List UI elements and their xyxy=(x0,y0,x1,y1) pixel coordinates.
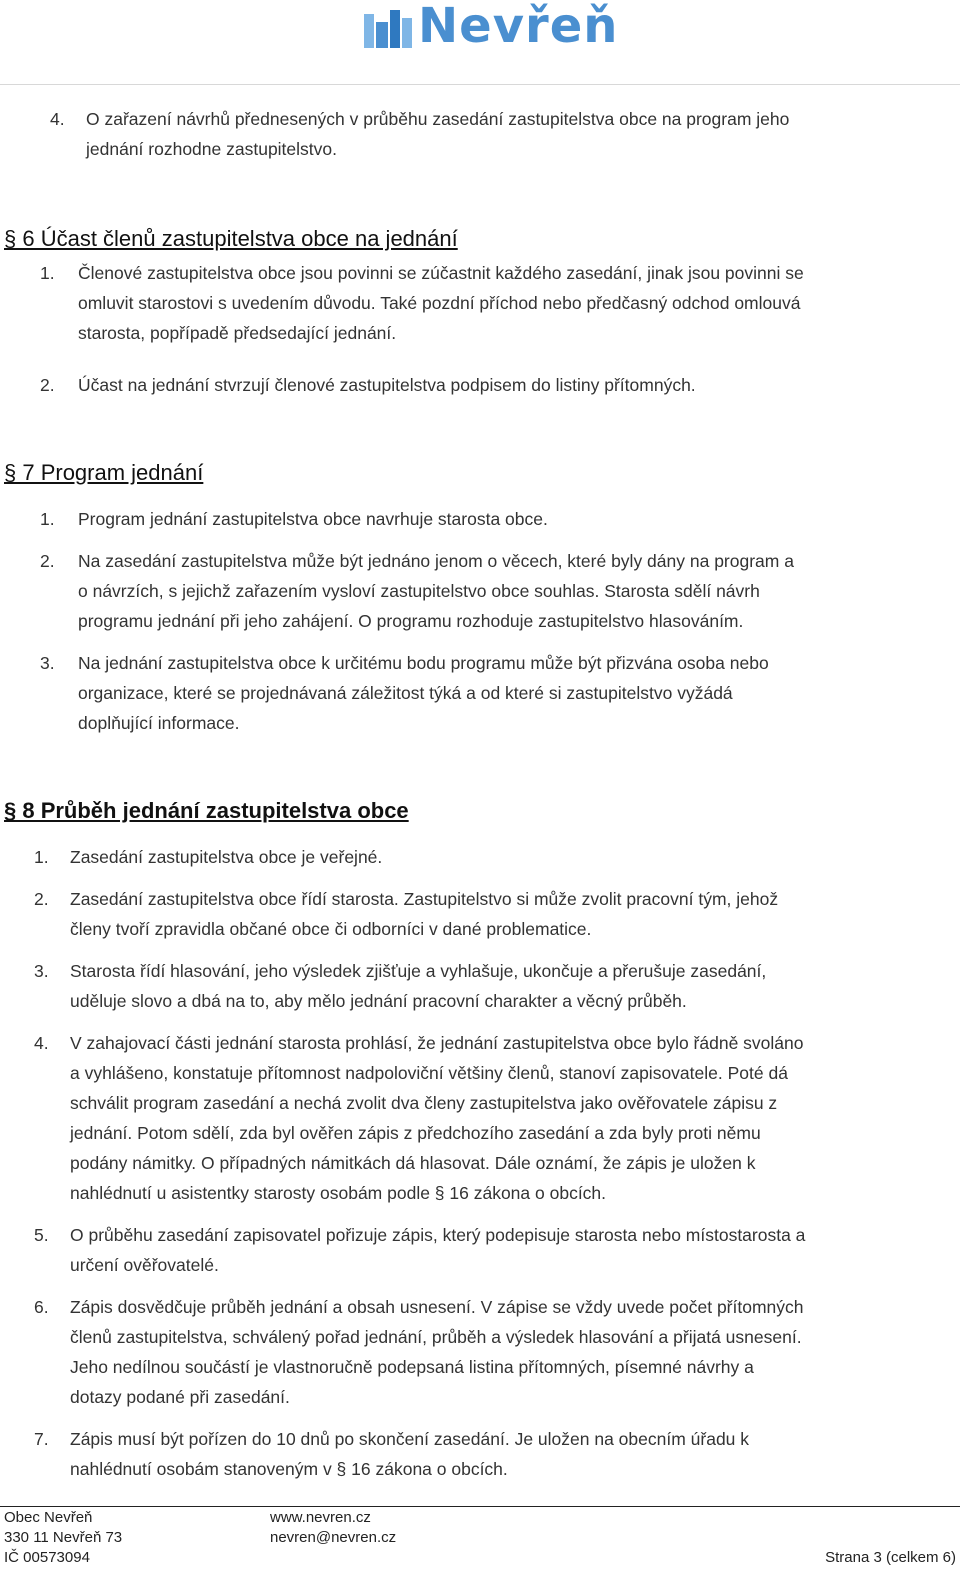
item-text-line: Zasedání zastupitelstva obce je veřejné. xyxy=(70,847,383,867)
item-text-line: Jeho nedílnou součástí je vlastnoručně podepsaná listina přítomných, písemné návrhy a xyxy=(70,1357,754,1377)
item-text-line: dotazy podané při zasedání. xyxy=(70,1387,290,1407)
section-6-heading: § 6 Účast členů zastupitelstva obce na jednání xyxy=(4,226,458,251)
item-number: 6. xyxy=(34,1297,49,1317)
item-number: 5. xyxy=(34,1225,49,1245)
item-text-line: omluvit starostovi s uvedením důvodu. Také pozdní příchod nebo předčasný odchod omlouvá xyxy=(78,293,801,313)
item-text-line: a vyhlášeno, konstatuje přítomnost nadpoloviční většiny členů, stanoví zapisovatele. Poté dá xyxy=(70,1063,788,1083)
section-8-heading: § 8 Průběh jednání zastupitelstva obce xyxy=(4,798,409,823)
item-text-line: organizace, které se projednávaná záležitost týká a od které si zastupitelstvo vyžádá xyxy=(78,683,733,703)
item-number: 1. xyxy=(40,509,55,529)
item-number: 2. xyxy=(40,551,55,571)
item-text-line: Členové zastupitelstva obce jsou povinni se zúčastnit každého zasedání, jinak jsou povinni se xyxy=(78,263,804,283)
page-header xyxy=(0,0,960,86)
item-text-line: Účast na jednání stvrzují členové zastupitelstva podpisem do listiny přítomných. xyxy=(78,375,696,395)
item-text-line: O průběhu zasedání zapisovatel pořizuje zápis, který podepisuje starosta nebo místostarosta a xyxy=(70,1225,806,1245)
footer-page-number: Strana 3 (celkem 6) xyxy=(825,1549,956,1566)
item-text-line: členů zastupitelstva, schválený pořad jednání, průběh a výsledek hlasování a přijatá usnesení. xyxy=(70,1327,802,1347)
item-text-line: programu jednání při jeho zahájení. O programu rozhoduje zastupitelstvo hlasováním. xyxy=(78,611,744,631)
nevren-logo xyxy=(360,0,619,54)
item-text-line: Zápis dosvědčuje průběh jednání a obsah usnesení. V zápise se vždy uvede počet přítomných xyxy=(70,1297,804,1317)
footer-email-link[interactable]: nevren@nevren.cz xyxy=(270,1529,397,1546)
item-number: 4. xyxy=(50,109,65,129)
footer-street: 330 11 Nevřeň 73 xyxy=(4,1529,123,1546)
item-number: 2. xyxy=(34,889,49,909)
item-number: 2. xyxy=(40,375,55,395)
item-number: 4. xyxy=(34,1033,49,1053)
castle-icon xyxy=(360,4,420,54)
footer-org: Obec Nevřeň xyxy=(4,1509,93,1526)
item-text-line: jednání rozhodne zastupitelstvo. xyxy=(86,139,337,159)
item-text-line: starosta, popřípadě předsedající jednání. xyxy=(78,323,397,343)
header-rule xyxy=(0,84,960,85)
logo-text: Nevřeň xyxy=(418,0,619,54)
footer-contacts xyxy=(270,1508,396,1548)
item-text-line: Starosta řídí hlasování, jeho výsledek zjišťuje a vyhlašuje, ukončuje a přerušuje zasedání, xyxy=(70,961,767,981)
item-text-line: podány námitky. O případných námitkách dá hlasovat. Dále oznámí, že zápis je uložen k xyxy=(70,1153,756,1173)
footer-ic: IČ 00573094 xyxy=(4,1549,90,1566)
page-footer xyxy=(0,1506,960,1582)
footer-website-link[interactable]: www.nevren.cz xyxy=(270,1509,371,1526)
footer-rule xyxy=(0,1506,960,1507)
item-text-line: nahlédnutí osobám stanoveným v § 16 zákona o obcích. xyxy=(70,1459,508,1479)
item-text-line: o návrzích, s jejichž zařazením vysloví zastupitelstvo obce souhlas. Starosta sdělí návrh xyxy=(78,581,760,601)
item-text-line: Na jednání zastupitelstva obce k určitému bodu programu může být přizvána osoba nebo xyxy=(78,653,769,673)
section-7-heading: § 7 Program jednání xyxy=(4,460,204,485)
item-text-line: určení ověřovatelé. xyxy=(70,1255,219,1275)
item-text-line: uděluje slovo a dbá na to, aby mělo jednání pracovní charakter a věcný průběh. xyxy=(70,991,687,1011)
item-text-line: nahlédnutí u asistentky starosty osobám podle § 16 zákona o obcích. xyxy=(70,1183,607,1203)
item-text-line: členy tvoří zpravidla občané obce či odborníci v dané problematice. xyxy=(70,919,592,939)
item-text-line: Na zasedání zastupitelstva může být jednáno jenom o věcech, které byly dány na program a xyxy=(78,551,794,571)
item-number: 3. xyxy=(40,653,55,673)
footer-address xyxy=(4,1508,122,1568)
item-text-line: Program jednání zastupitelstva obce navrhuje starosta obce. xyxy=(78,509,548,529)
item-text-line: Zasedání zastupitelstva obce řídí starosta. Zastupitelstvo si může zvolit pracovní tým, jehož xyxy=(70,889,779,909)
item-text-line: schválit program zasedání a nechá zvolit dva členy zastupitelstva jako ověřovatele zápisu z xyxy=(70,1093,778,1113)
item-text-line: Zápis musí být pořízen do 10 dnů po skončení zasedání. Je uložen na obecním úřadu k xyxy=(70,1429,750,1449)
item-text-line: O zařazení návrhů přednesených v průběhu zasedání zastupitelstva obce na program jeho xyxy=(86,109,790,129)
item-number: 7. xyxy=(34,1429,49,1449)
item-number: 1. xyxy=(34,847,49,867)
item-text-line: V zahajovací části jednání starosta prohlásí, že jednání zastupitelstva obce bylo řádně svoláno xyxy=(70,1033,804,1053)
item-text-line: doplňující informace. xyxy=(78,713,240,733)
item-number: 3. xyxy=(34,961,49,981)
item-number: 1. xyxy=(40,263,55,283)
item-text-line: jednání. Potom sdělí, zda byl ověřen zápis z předchozího zasedání a zda byly proti němu xyxy=(70,1123,761,1143)
